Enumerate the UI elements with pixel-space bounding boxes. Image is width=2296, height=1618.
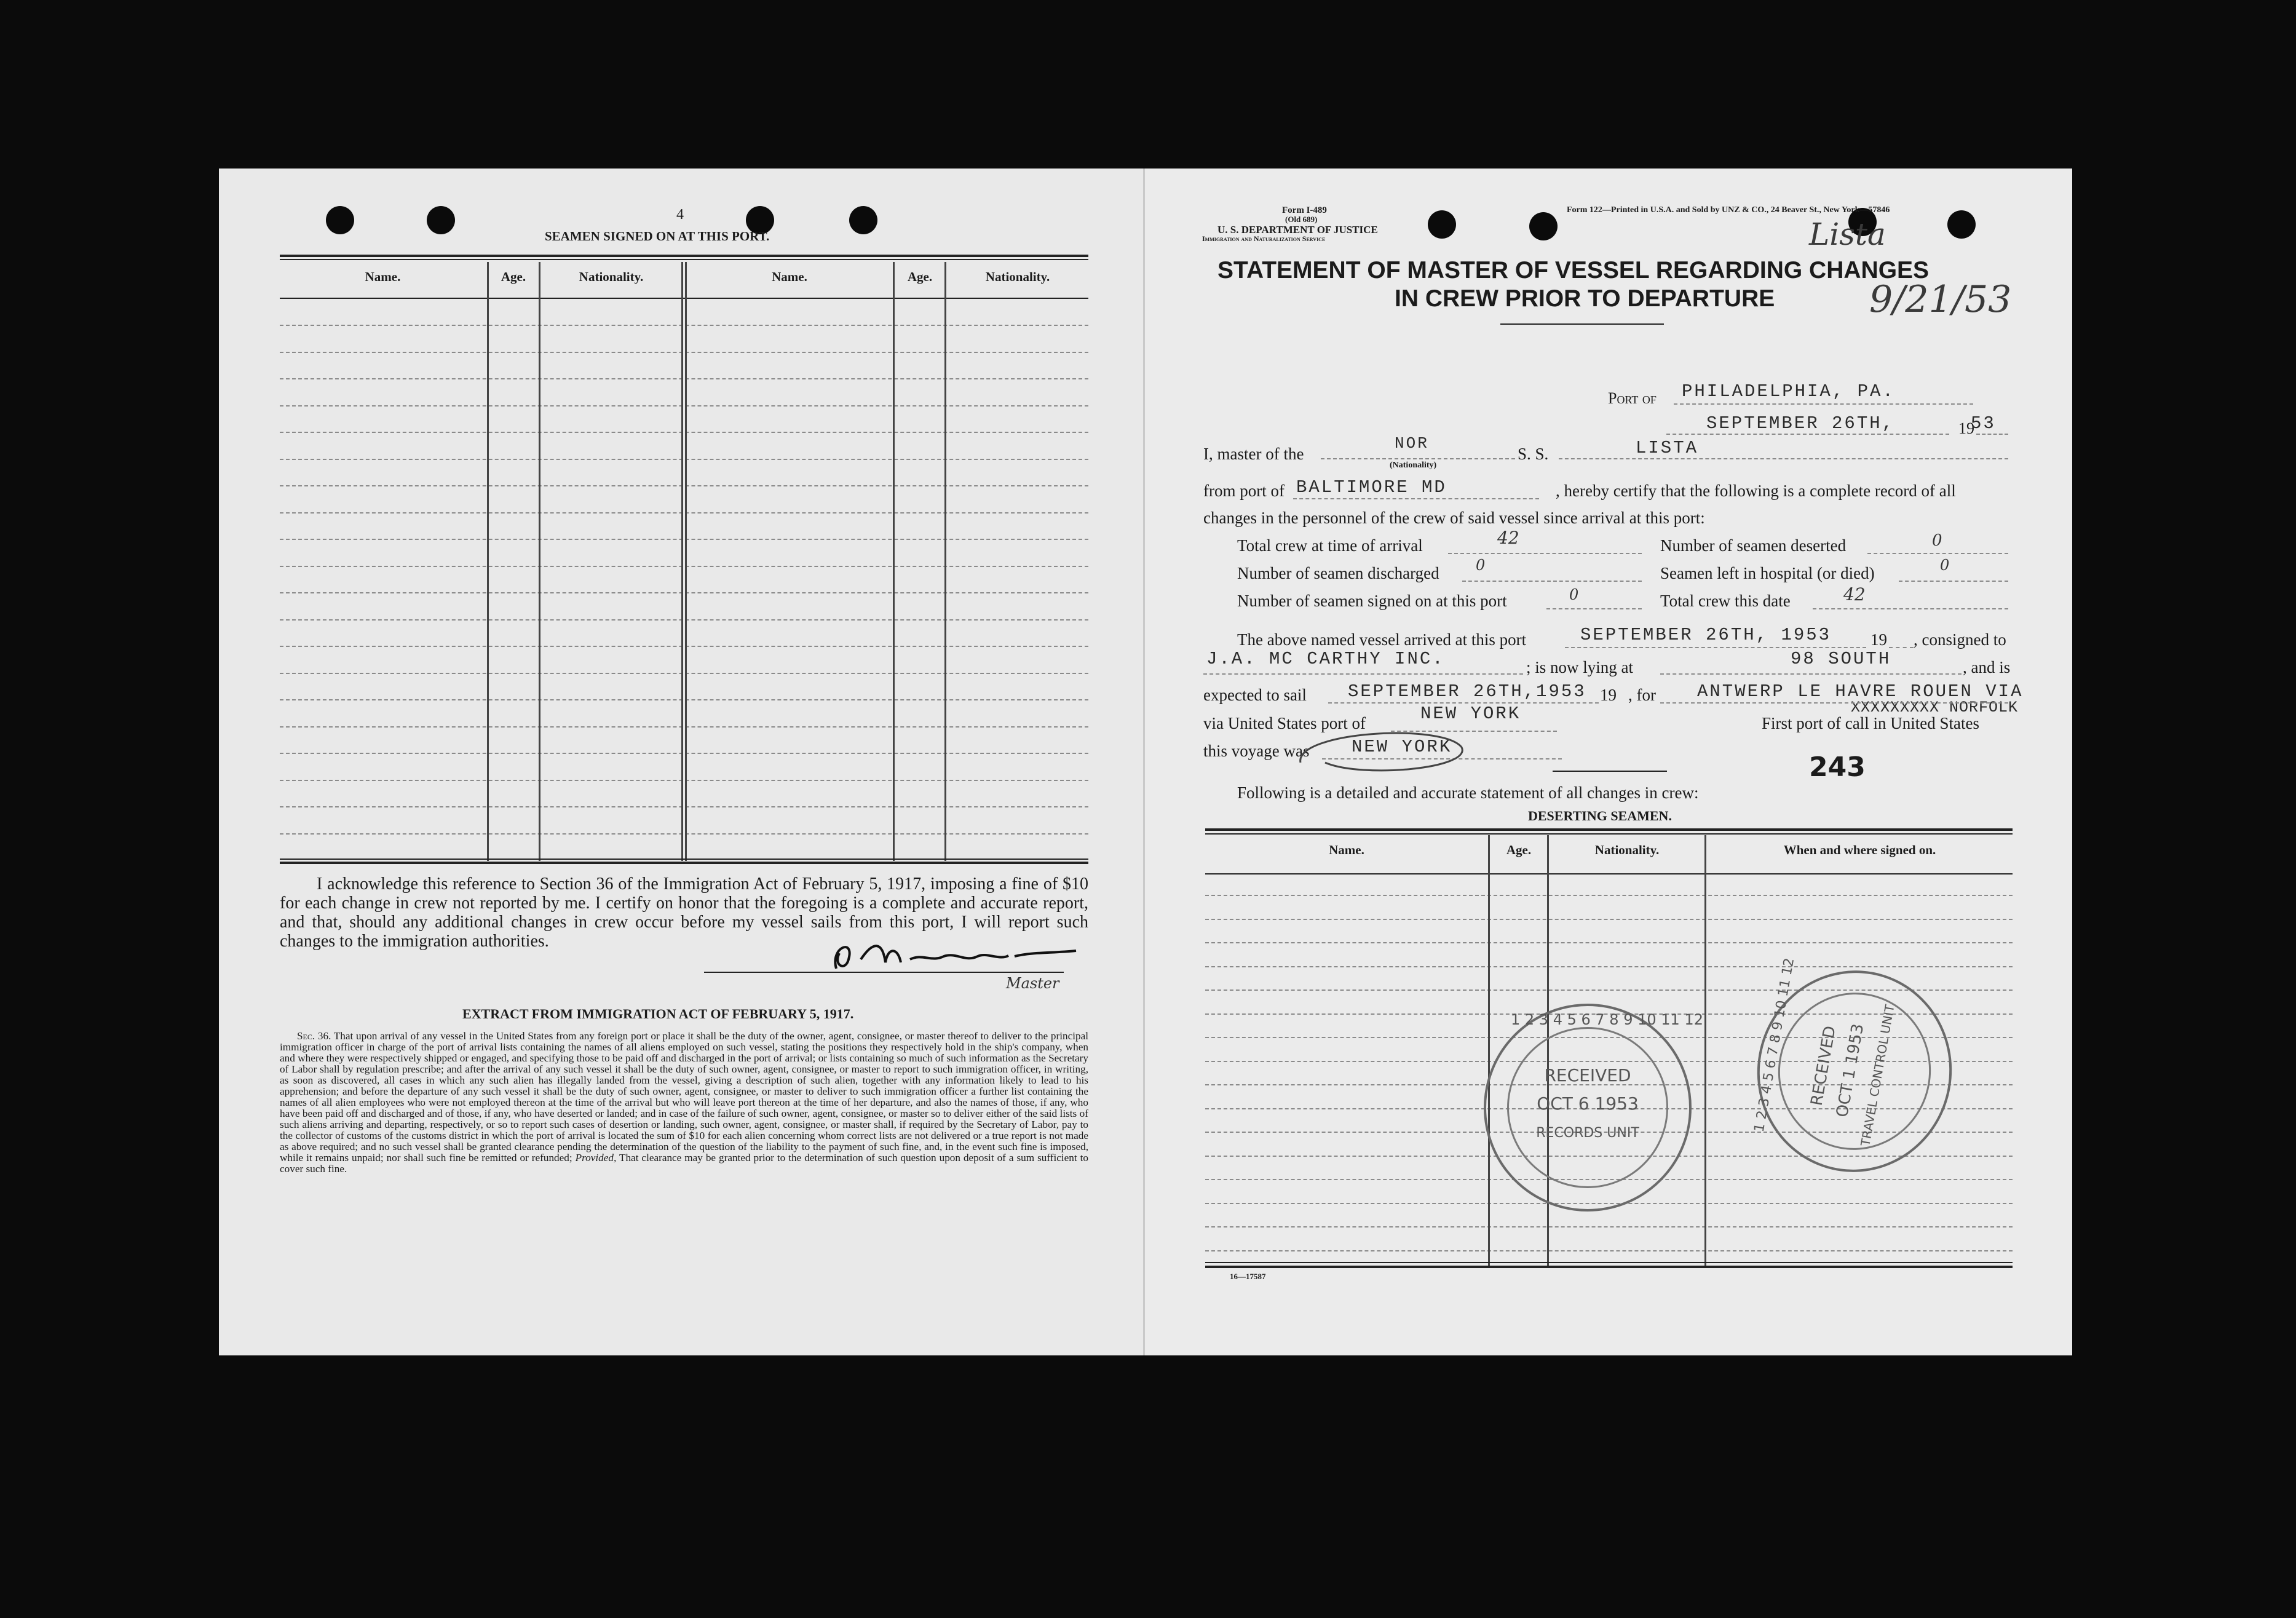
via-value: NEW YORK	[1420, 704, 1521, 724]
printer-line: Form 122—Printed in U.S.A. and Sold by UNZ & CO., 24 Beaver St., New York—57846	[1567, 205, 1890, 215]
punch-hole	[427, 206, 455, 234]
punch-hole	[849, 206, 877, 234]
expected-label: expected to sail	[1203, 686, 1307, 704]
table-row-line	[280, 726, 1088, 728]
following-text: Following is a detailed and accurate statement of all changes in crew:	[1237, 783, 1699, 802]
form-old-number: (Old 689)	[1285, 215, 1318, 224]
deserting-header-rule	[1205, 873, 2013, 874]
vessel-value: LISTA	[1636, 438, 1699, 458]
header-rule	[280, 298, 1088, 299]
short-rule	[1553, 771, 1667, 772]
total-crew-date-value: 42	[1843, 584, 1866, 605]
signed-on-label: Number of seamen signed on at this port	[1237, 592, 1507, 610]
deserting-top-rule	[1205, 833, 2013, 835]
port-field-line	[1674, 403, 1973, 405]
year-field-line	[1976, 434, 2008, 435]
total-crew-date-label: Total crew this date	[1660, 592, 1791, 610]
arrived-line	[1565, 647, 1866, 648]
vessel-field-line	[1559, 458, 2008, 459]
table-top-rule	[280, 255, 1088, 257]
nationality-field-line	[1321, 458, 1515, 459]
table-bottom-rule	[280, 859, 1088, 860]
destination-extra: XXXXXXXXX NORFOLK	[1851, 699, 2019, 716]
table-row-line	[280, 378, 1088, 379]
punch-hole	[1529, 212, 1558, 240]
punch-hole	[1947, 210, 1976, 239]
travel-stamp-unit: TRAVEL CONTROL UNIT	[1858, 1003, 1898, 1148]
via-label: via United States port of	[1203, 714, 1366, 732]
table-top-rule	[280, 259, 1088, 260]
footer-code: 16—17587	[1230, 1272, 1266, 1281]
total-crew-arrival-value: 42	[1497, 528, 1519, 548]
date-field-line	[1666, 434, 1949, 435]
nationality-value: NOR	[1395, 434, 1429, 453]
column-header-nationality: Nationality.	[985, 269, 1050, 284]
signed-on-value: 0	[1569, 586, 1579, 603]
deserting-title: DESERTING SEAMEN.	[1528, 808, 1672, 823]
table-row-line	[1205, 919, 2013, 920]
column-divider	[1704, 835, 1706, 1266]
lying-line	[1660, 673, 1961, 675]
port-label: Port of	[1608, 389, 1657, 407]
column-divider	[1488, 835, 1490, 1266]
signed-on-line	[1546, 608, 1642, 609]
deserted-value: 0	[1932, 531, 1942, 550]
punch-hole	[326, 206, 354, 234]
total-crew-date-line	[1813, 608, 2008, 609]
destination-line	[1660, 702, 2008, 704]
extract-section-label: Sec. 36.	[297, 1030, 331, 1042]
travel-stamp-word: RECEIVED	[1807, 1025, 1840, 1108]
column-divider	[539, 262, 540, 861]
table-row-line	[280, 833, 1088, 835]
column-header-age: Age.	[907, 269, 933, 284]
punch-hole	[1428, 210, 1456, 239]
records-stamp-word: RECEIVED	[1544, 1065, 1631, 1085]
deserting-header-nationality: Nationality.	[1594, 843, 1660, 857]
table-row-line	[280, 806, 1088, 807]
table-row-line	[1205, 942, 2013, 943]
table-row-line	[280, 592, 1088, 593]
column-header-name: Name.	[772, 269, 807, 284]
page-number: 4	[676, 207, 684, 223]
certify-text: , hereby certify that the following is a complete record of all	[1556, 482, 1956, 500]
table-row-line	[280, 753, 1088, 754]
column-header-nationality: Nationality.	[579, 269, 644, 284]
table-row-line	[280, 699, 1088, 700]
consignee-line	[1203, 673, 1523, 675]
handwritten-vessel: Lista	[1809, 216, 1886, 252]
records-stamp-digits: 1 2 3 4 5 6 7 8 9 10 11 12	[1511, 1011, 1703, 1028]
records-unit-stamp	[1484, 1004, 1703, 1212]
records-stamp-unit: RECORDS UNIT	[1536, 1125, 1639, 1141]
discharged-line	[1462, 581, 1642, 582]
section-title: SEAMEN SIGNED ON AT THIS PORT.	[545, 229, 770, 244]
discharged-value: 0	[1476, 557, 1486, 574]
service-name: Immigration and Naturalization Service	[1202, 234, 1326, 243]
table-row-line	[280, 512, 1088, 514]
form-number: Form I-489	[1282, 205, 1327, 215]
extract-tail: That clearance may be granted prior to the determination of such question upon deposit of a sum sufficient to cover such fine.	[280, 1152, 1089, 1175]
and-is-label: , and is	[1963, 658, 2011, 676]
nationality-caption: (Nationality)	[1390, 461, 1437, 470]
hospital-line	[1899, 581, 2008, 582]
table-row-line	[280, 673, 1088, 674]
table-row-line	[280, 432, 1088, 433]
table-row-line	[280, 405, 1088, 406]
changes-text: changes in the personnel of the crew of said vessel since arrival at this port:	[1203, 509, 1705, 527]
hospital-label: Seamen left in hospital (or died)	[1660, 564, 1875, 582]
arrived-year-line	[1889, 647, 1914, 648]
discharged-label: Number of seamen discharged	[1237, 564, 1439, 582]
consigned-label: , consigned to	[1914, 630, 2006, 649]
table-row-line	[280, 566, 1088, 567]
expected-nineteen: 19	[1600, 686, 1617, 704]
table-row-line	[1205, 895, 2013, 896]
table-row-line	[280, 352, 1088, 353]
arrived-value: SEPTEMBER 26TH, 1953	[1580, 625, 1832, 645]
signature-caption: Master	[1006, 975, 1059, 992]
total-crew-arrival-line	[1448, 553, 1642, 554]
deserting-bottom-rule	[1205, 1262, 2013, 1263]
handwritten-date: 9/21/53	[1869, 278, 2012, 321]
hospital-value: 0	[1940, 557, 1950, 574]
table-row-line	[1205, 966, 2013, 967]
year-prefix: 19	[1958, 419, 1974, 437]
table-row-line	[1205, 1226, 2013, 1227]
column-divider	[681, 262, 683, 861]
table-row-line	[1205, 1250, 2013, 1251]
lying-value: 98 SOUTH	[1791, 649, 1891, 669]
table-row-line	[280, 780, 1088, 781]
for-label: , for	[1628, 686, 1656, 704]
travel-stamp-date: OCT 1 1953	[1832, 1022, 1868, 1119]
table-row-line	[280, 619, 1088, 621]
deserting-top-rule	[1205, 828, 2013, 831]
column-divider	[487, 262, 489, 861]
column-divider	[685, 262, 687, 861]
page-fold	[1143, 169, 1145, 1355]
extract-provided: Provided,	[575, 1152, 617, 1164]
deserting-header-age: Age.	[1506, 843, 1532, 857]
table-row-line	[280, 459, 1088, 460]
voyage-label: this voyage was	[1203, 742, 1310, 760]
lying-label: ; is now lying at	[1526, 658, 1633, 676]
total-crew-arrival-label: Total crew at time of arrival	[1237, 536, 1423, 555]
extract-body	[280, 1031, 1088, 1175]
voyage-circle-mark	[1288, 720, 1473, 781]
column-header-age: Age.	[501, 269, 526, 284]
form-title-line1: STATEMENT OF MASTER OF VESSEL REGARDING CHANGES	[1217, 257, 1930, 284]
master-label: I, master of the	[1203, 445, 1304, 463]
signature-line	[704, 972, 1064, 973]
extract-title: EXTRACT FROM IMMIGRATION ACT OF FEBRUARY 5, 1917.	[462, 1006, 854, 1021]
table-row-line	[280, 325, 1088, 326]
deserting-header-signed-on: When and where signed on.	[1783, 843, 1936, 857]
column-divider	[893, 262, 895, 861]
acknowledgement-text: I acknowledge this reference to Section 36 of the Immigration Act of February 5, 1917, imposing a fine of $10 for each change in crew not reported by me. I certify on honor that the foregoing is a complete and accurate report, and that, should any additional changes in crew occur before my vessel sails from this port, I will report such changes to the immigration authorities.	[280, 874, 1088, 951]
voyage-value: NEW YORK	[1352, 737, 1452, 757]
first-port-label: First port of call in United States	[1762, 714, 1979, 732]
consignee-value: J.A. MC CARTHY INC.	[1206, 649, 1445, 669]
travel-stamp-digits: 1 2 3 4 5 6 7 8 9 10 11 12	[1751, 956, 1798, 1133]
arrived-label: The above named vessel arrived at this port	[1237, 630, 1527, 649]
deserting-header-name: Name.	[1329, 843, 1364, 857]
from-port-value: BALTIMORE MD	[1296, 477, 1447, 498]
date-value: SEPTEMBER 26TH,	[1706, 413, 1895, 434]
deserting-bottom-rule	[1205, 1266, 2013, 1268]
port-value: PHILADELPHIA, PA.	[1682, 381, 1895, 402]
form-title-line2: IN CREW PRIOR TO DEPARTURE	[1395, 285, 1775, 312]
ss-label: S. S.	[1518, 445, 1549, 463]
column-header-name: Name.	[365, 269, 401, 284]
from-port-field-line	[1293, 498, 1539, 499]
title-underline	[1500, 323, 1664, 325]
records-stamp-date: OCT 6 1953	[1537, 1093, 1639, 1114]
stamped-number: 243	[1809, 751, 1866, 783]
table-row-line	[280, 539, 1088, 540]
extract-text: That upon arrival of any vessel in the United States from any foreign port or place it shall be the duty of the owner, agent, consignee, or master thereof to deliver to the principal immigration officer in charge of the port of arrival lists containing the names of all aliens employed on such vessel, stating the positions they respectively hold in the ship's company, when and where they were respectively shipped or engaged, and specifying those to be paid off and discharged in the port of arrival; or lists containing so much of such information as the Secretary of Labor shall by regulation prescribe; and after the arrival of any such vessel it shall be the duty of such owner, agent, consignee, or master to report to such immigration officer, in writing, as soon as discovered, all cases in which any such alien has illegally landed from the vessel, giving a description of such alien, together with any information likely to lead to his apprehension; and before the departure of any such vessel it shall be the duty of such owner, agent, consignee, or master to deliver to such immigration officer a further list containing the names of all alien employees who were not employed thereon at the time of the arrival but who will leave port thereon at the time of her departure, and also the names of those, if any, who have been paid off and discharged and of those, if any, who have deserted or landed; and in case of the failure of such owner, agent, consignee, or master so to deliver either of the said lists of such aliens arriving and departing, respectively, or so to report such cases of desertion or landing, such owner, agent, consignee, or master shall, if required by the Secretary of Labor, pay to the collector of customs of the customs district in which the port of arrival is located the sum of $10 for each alien concerning whom correct lists are not delivered or a true report is not made as above required; and no such vessel shall be granted clearance pending the determination of the question of the liability to the payment of such fine, and, in the event such fine is imposed, while it remains unpaid; nor shall such fine be remitted or refunded;	[280, 1030, 1088, 1164]
deserted-line	[1867, 553, 2008, 554]
from-port-label: from port of	[1203, 482, 1285, 500]
table-bottom-rule	[280, 862, 1088, 864]
table-row-line	[280, 646, 1088, 647]
deserted-label: Number of seamen deserted	[1660, 536, 1847, 555]
arrived-nineteen: 19	[1870, 630, 1887, 649]
table-row-line	[280, 485, 1088, 486]
column-divider	[944, 262, 946, 861]
department-name: U. S. DEPARTMENT OF JUSTICE	[1217, 224, 1378, 236]
year-value: 53	[1971, 413, 1996, 434]
destination-value: ANTWERP LE HAVRE ROUEN VIA	[1697, 681, 2024, 702]
expected-value: SEPTEMBER 26TH,1953	[1348, 681, 1586, 702]
